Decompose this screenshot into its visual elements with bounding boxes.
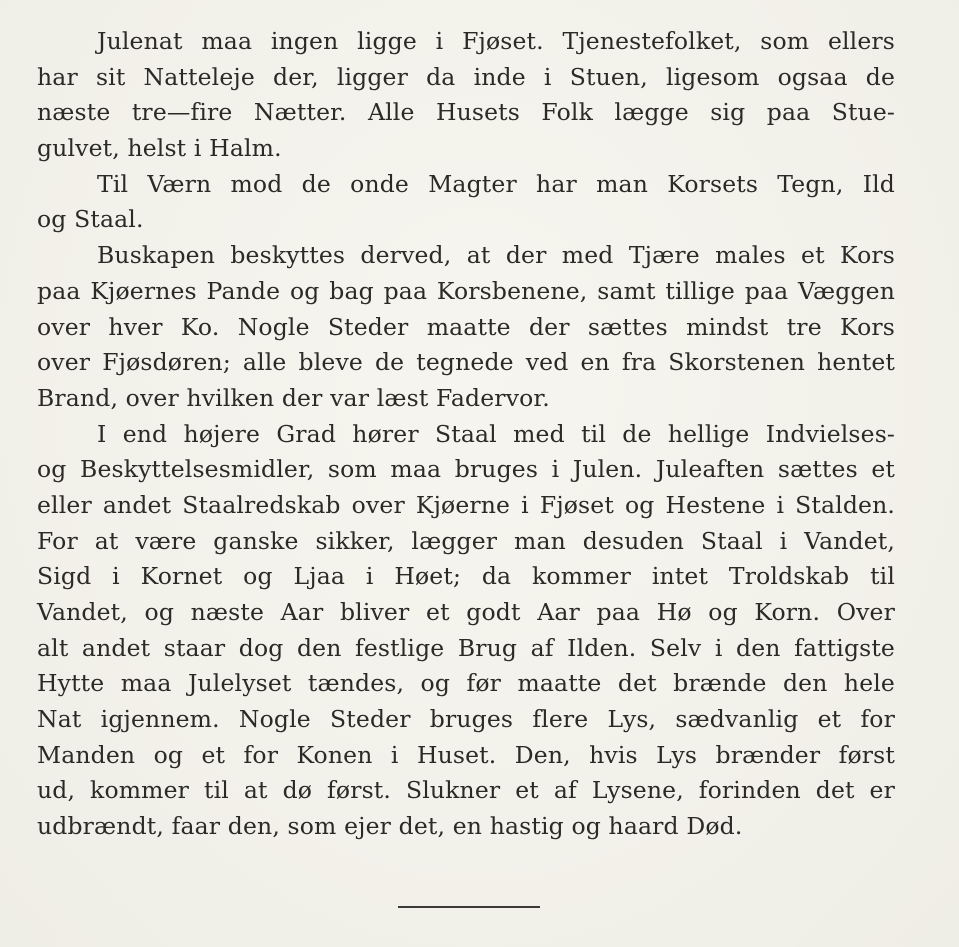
text-line: For at være ganske sikker, lægger man desuden Staal i Vandet, [37, 526, 895, 555]
paragraph-1 [37, 24, 895, 167]
text-line: Julenat maa ingen ligge i Fjøset. Tjenestefolket, som ellers [97, 27, 895, 55]
paragraph-4 [37, 417, 895, 845]
text-line: eller andet Staalredskab over Kjøerne i Fjøset og Hestene i Stalden. [37, 490, 895, 519]
text-line: Brand, over hvilken der var læst Fadervor. [37, 383, 550, 412]
text-line: Nat igjennem. Nogle Steder bruges flere Lys, sædvanlig et for [37, 705, 895, 734]
paragraph-3 [37, 238, 895, 416]
text-line: Buskapen beskyttes derved, at der med Tjære males et Kors [97, 241, 895, 270]
text-line: Hytte maa Julelyset tændes, og før maatte det brænde den hele [37, 669, 895, 698]
text-line: Manden og et for Konen i Huset. Den, hvis Lys brænder først [37, 740, 895, 769]
text-line: og Beskyttelsesmidler, som maa bruges i Julen. Juleaften sættes et [37, 455, 895, 484]
text-line: alt andet staar dog den festlige Brug af Ilden. Selv i den fattigste [37, 633, 895, 662]
text-line: Til Værn mod de onde Magter har man Korsets Tegn, Ild [97, 169, 895, 198]
text-line: ud, kommer til at dø først. Slukner et af Lysene, forinden det er [37, 776, 895, 805]
text-line: udbrændt, faar den, som ejer det, en hastig og haard Død. [37, 812, 743, 841]
text-line: Vandet, og næste Aar bliver et godt Aar paa Hø og Korn. Over [37, 598, 895, 626]
text-line: paa Kjøernes Pande og bag paa Korsbenene, samt tillige paa Væggen [37, 276, 895, 305]
text-line: Sigd i Kornet og Ljaa i Høet; da kommer intet Troldskab til [37, 562, 895, 591]
text-line: over hver Ko. Nogle Steder maatte der sættes mindst tre Kors [37, 312, 895, 341]
text-line: næste tre—fire Nætter. Alle Husets Folk lægge sig paa Stue- [37, 98, 895, 127]
text-line: over Fjøsdøren; alle bleve de tegnede ved en fra Skorstenen hentet [37, 348, 895, 377]
text-line: I end højere Grad hører Staal med til de hellige Indvielses- [97, 419, 895, 448]
text-line: gulvet, helst i Halm. [37, 134, 282, 163]
paragraph-2 [37, 167, 895, 238]
page-text [37, 24, 895, 845]
text-line: og Staal. [37, 205, 144, 234]
text-line: har sit Natteleje der, ligger da inde i Stuen, ligesom ogsaa de [37, 62, 895, 91]
section-divider [398, 906, 540, 908]
